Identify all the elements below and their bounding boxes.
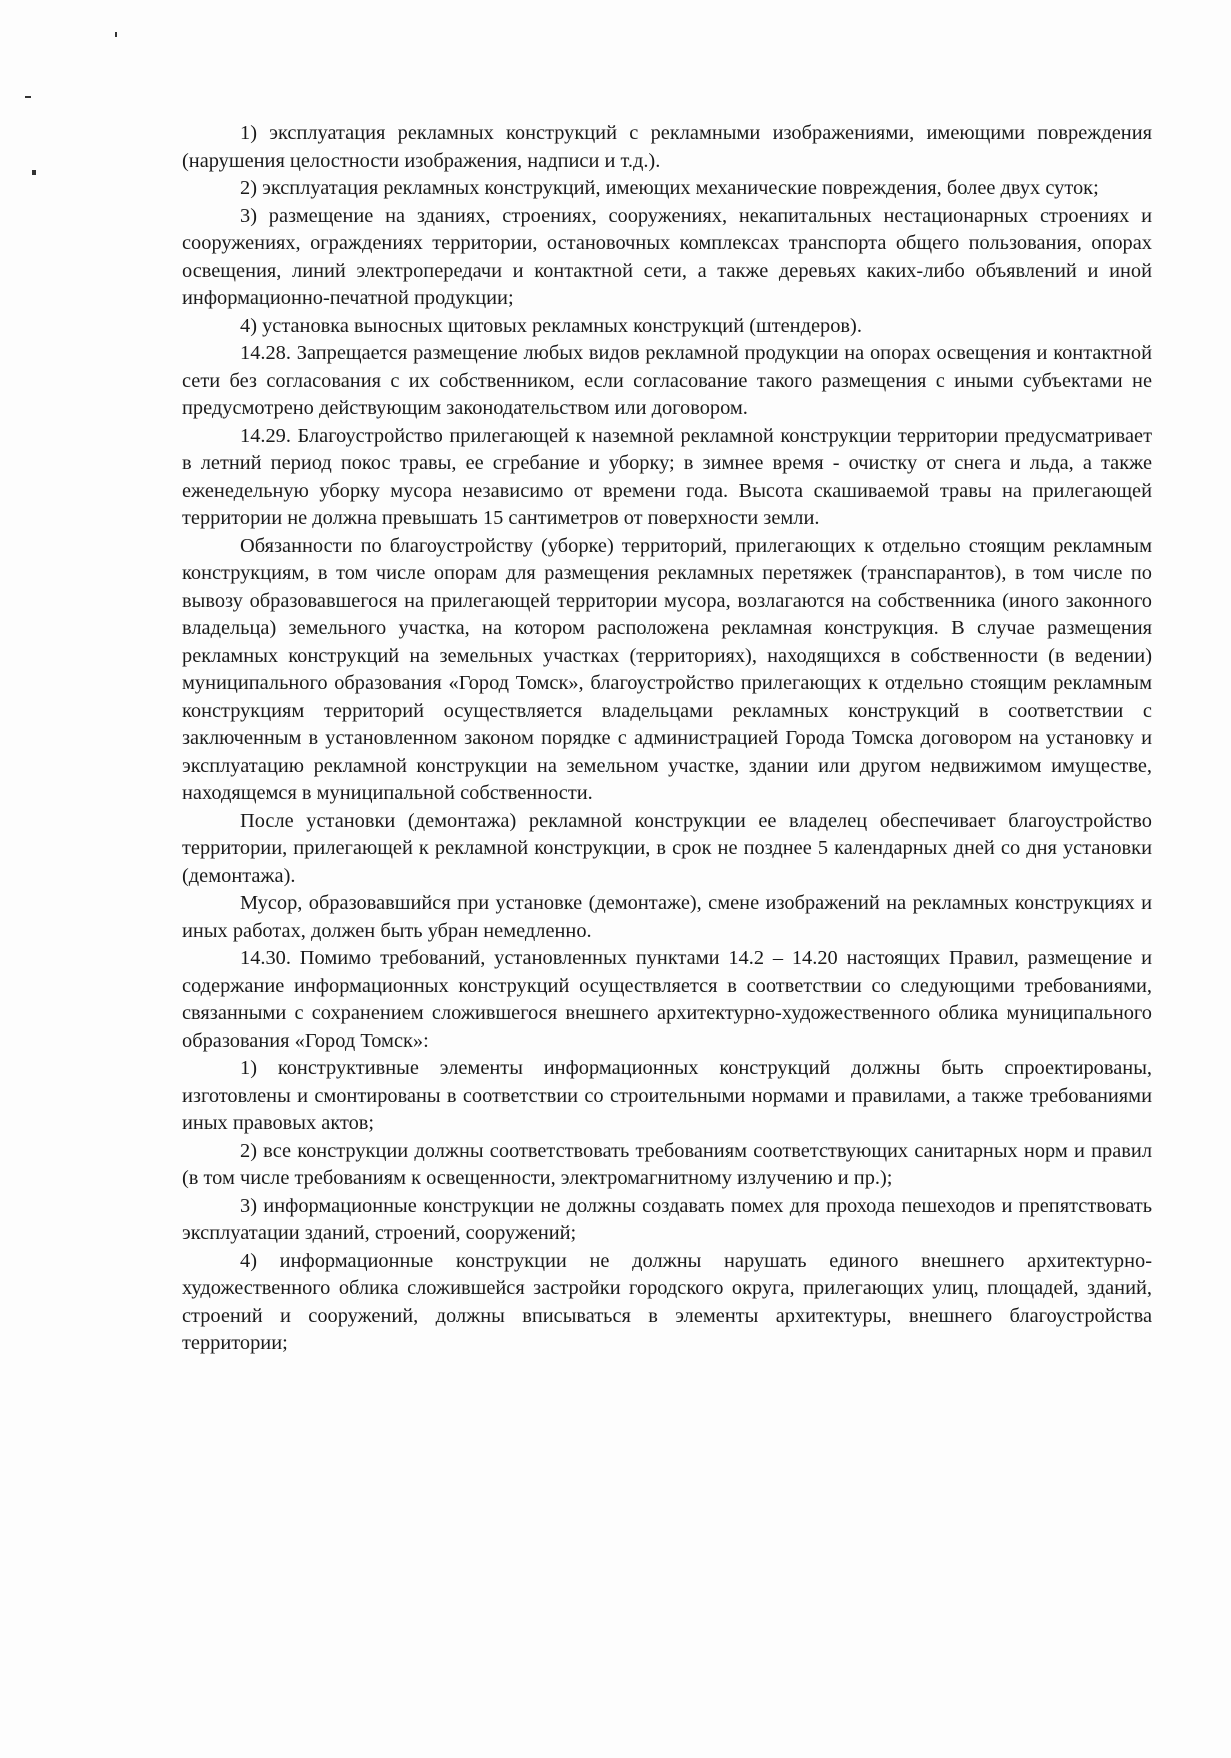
paragraph-clause-14-28: 14.28. Запрещается размещение любых видов рекламной продукции на опорах освещения и контактной сети без согласования с их собственником, если согласование такого размещения с иными субъектами не предусмотрено действующим законодательством или договором. <box>182 342 1152 419</box>
paragraph-debris-removal: Мусор, образовавшийся при установке (демонтаже), смене изображений на рекламных конструкциях и иных работах, должен быть убран немедленно. <box>182 892 1152 942</box>
paragraph-item-2-mechanical-damage: 2) эксплуатация рекламных конструкций, имеющих механические повреждения, более двух суток; <box>240 177 1099 199</box>
paragraph-after-installation: После установки (демонтажа) рекламной конструкции ее владелец обеспечивает благоустройство территории, прилегающей к рекламной конструкции, в срок не позднее 5 календарных дней со дня установки (демонтажа). <box>182 809 1152 887</box>
paragraph-item-1-defect-images: 1) эксплуатация рекламных конструкций с рекламными изображениями, имеющими повреждения (нарушения целостности изображения, надписи и т.д.). <box>182 122 1152 172</box>
paragraph-req-4-architecture: 4) информационные конструкции не должны нарушать единого внешнего архитектурно-художественного облика сложившейся застройки городского округа, прилегающих улиц, площадей, зданий, строений и сооружений, должны вписываться в элементы архитектуры, внешнего благоустройства территории; <box>182 1249 1152 1354</box>
scan-artifact <box>115 32 117 37</box>
paragraph-req-1-structural: 1) конструктивные элементы информационных конструкций должны быть спроектированы, изготовлены и смонтированы в соответствии со строительными нормами и правилами, а также требованиями иных правовых актов; <box>182 1057 1152 1134</box>
paragraph-item-3-posting-ads: 3) размещение на зданиях, строениях, сооружениях, некапитальных нестационарных строениях и сооружениях, ограждениях территории, остановочных комплексах транспорта общего пользования, опорах освещения, линий электропередачи и контактной сети, а также деревьях каких-либо объявлений и иной информационно-печатной продукции; <box>182 204 1152 309</box>
paragraph-maintenance-duties: Обязанности по благоустройству (уборке) территорий, прилегающих к отдельно стоящим рекламным конструкциям, в том числе опорам для размещения рекламных перетяжек (транспарантов), в том числе по вывозу образовавшегося на прилегающей территории мусора, возлагаются на собственника (иного законного владельца) земельного участка, на котором расположена рекламная конструкция. В случае размещения рекламных конструкций на земельных участках (территориях), находящихся в собственности (в ведении) муниципального образования «Город Томск», благоустройство прилегающих к отдельно стоящим рекламным конструкциям территорий осуществляется владельцами рекламных конструкций в соответствии с заключенным в установленном законом порядке с администрацией Города Томска договором на установку и эксплуатацию рекламной конструкции на земельном участке, здании или другом недвижимом имуществе, находящемся в муниципальной собственности. <box>182 534 1152 804</box>
paragraph-req-3-pedestrians: 3) информационные конструкции не должны создавать помех для прохода пешеходов и препятствовать эксплуатации зданий, строений, сооружений; <box>182 1194 1152 1244</box>
scan-artifact <box>25 96 31 98</box>
paragraph-clause-14-30: 14.30. Помимо требований, установленных пунктами 14.2 – 14.20 настоящих Правил, размещение и содержание информационных конструкций осуществляется в соответствии со следующими требованиями, связанными с сохранением сложившегося внешнего архитектурно-художественного облика муниципального образования «Город Томск»: <box>182 947 1152 1052</box>
paragraph-req-2-sanitary: 2) все конструкции должны соответствовать требованиям соответствующих санитарных норм и правил (в том числе требованиям к освещенности, электромагнитному излучению и пр.); <box>182 1139 1152 1189</box>
paragraph-clause-14-29: 14.29. Благоустройство прилегающей к наземной рекламной конструкции территории предусматривает в летний период покос травы, ее сгребание и уборку; в зимнее время - очистку от снега и льда, а также еженедельную уборку мусора независимо от времени года. Высота скашиваемой травы на прилегающей территории не должна превышать 15 сантиметров от поверхности земли. <box>182 424 1152 529</box>
paragraph-item-4-sandwich-boards: 4) установка выносных щитовых рекламных конструкций (штендеров). <box>240 314 862 337</box>
document-body <box>182 120 1152 1358</box>
scan-artifact <box>32 170 36 175</box>
